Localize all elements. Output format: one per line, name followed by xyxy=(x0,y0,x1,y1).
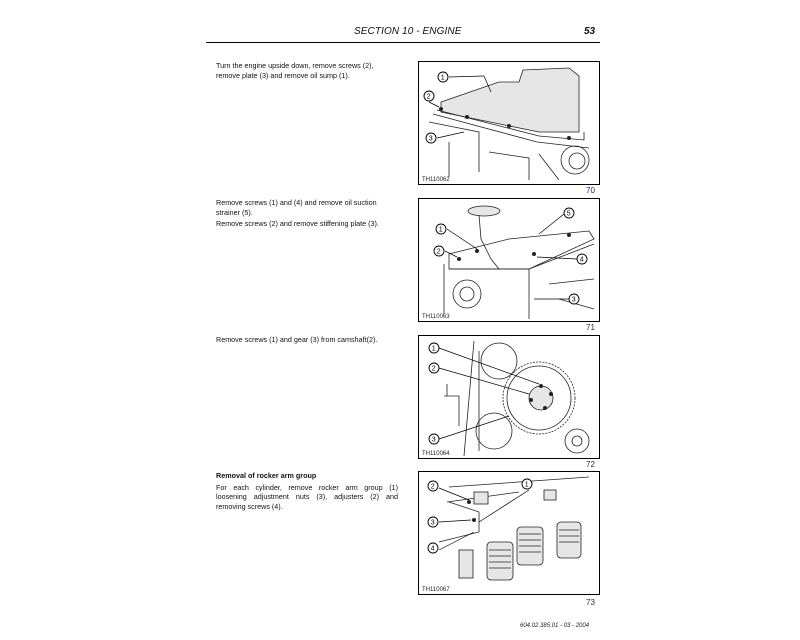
callout-2: 2 xyxy=(431,365,436,373)
callout-3: 3 xyxy=(431,436,436,444)
header-divider xyxy=(206,42,600,43)
callout-2: 2 xyxy=(426,93,431,101)
callout-2: 2 xyxy=(430,483,435,491)
document-code: 604.02.385.01 - 03 - 2004 xyxy=(520,623,590,629)
callout-2: 2 xyxy=(436,248,441,256)
step-4-paragraph: For each cylinder, remove rocker arm group (1) loosening adjustment nuts (3), adjusters (2) and removing screws (4). xyxy=(216,482,398,511)
figure-73-rocker-arm xyxy=(418,471,600,595)
oil-strainer-illustration xyxy=(419,199,599,321)
step-1-paragraph: Turn the engine upside down, remove screws (2), remove plate (3) and remove oil sump (1). xyxy=(216,61,374,80)
figure-71-oil-strainer xyxy=(418,198,600,322)
camshaft-gear-illustration xyxy=(419,336,599,458)
callout-4: 4 xyxy=(430,545,435,553)
callout-3: 3 xyxy=(428,135,433,143)
rocker-arm-illustration xyxy=(419,472,599,594)
callout-1: 1 xyxy=(524,481,529,489)
step-4-heading: Removal of rocker arm group xyxy=(216,471,317,480)
oil-sump-illustration xyxy=(419,62,599,184)
step-3-paragraph: Remove screws (1) and gear (3) from camshaft(2). xyxy=(216,335,378,344)
step-2-paragraph-1: Remove screws (1) and (4) and remove oil suction strainer (5). xyxy=(216,198,377,217)
callout-5: 5 xyxy=(566,210,571,218)
step-2-paragraph-2: Remove screws (2) and remove stiffening plate (3). xyxy=(216,219,379,228)
figure-72-camshaft-gear xyxy=(418,335,600,459)
figure-code: TH110067 xyxy=(422,587,450,593)
callout-3: 3 xyxy=(430,519,435,527)
figure-number: 70 xyxy=(586,186,595,195)
step-4-text xyxy=(216,471,398,513)
callout-1: 1 xyxy=(440,74,445,82)
step-2-text xyxy=(216,198,398,231)
callout-1: 1 xyxy=(431,345,436,353)
figure-number: 71 xyxy=(586,323,595,332)
page-number: 53 xyxy=(584,26,596,37)
step-3-text xyxy=(216,335,398,347)
callout-1: 1 xyxy=(438,226,443,234)
figure-code: TH110062 xyxy=(422,177,450,183)
figure-code: TH110064 xyxy=(422,451,450,457)
figure-number: 72 xyxy=(586,460,595,469)
section-title: SECTION 10 - ENGINE xyxy=(354,26,462,37)
figure-70-oil-sump xyxy=(418,61,600,185)
figure-code: TH110063 xyxy=(422,314,450,320)
step-1-text xyxy=(216,61,398,82)
figure-number: 73 xyxy=(586,598,595,607)
callout-4: 4 xyxy=(579,256,584,264)
callout-3: 3 xyxy=(571,296,576,304)
